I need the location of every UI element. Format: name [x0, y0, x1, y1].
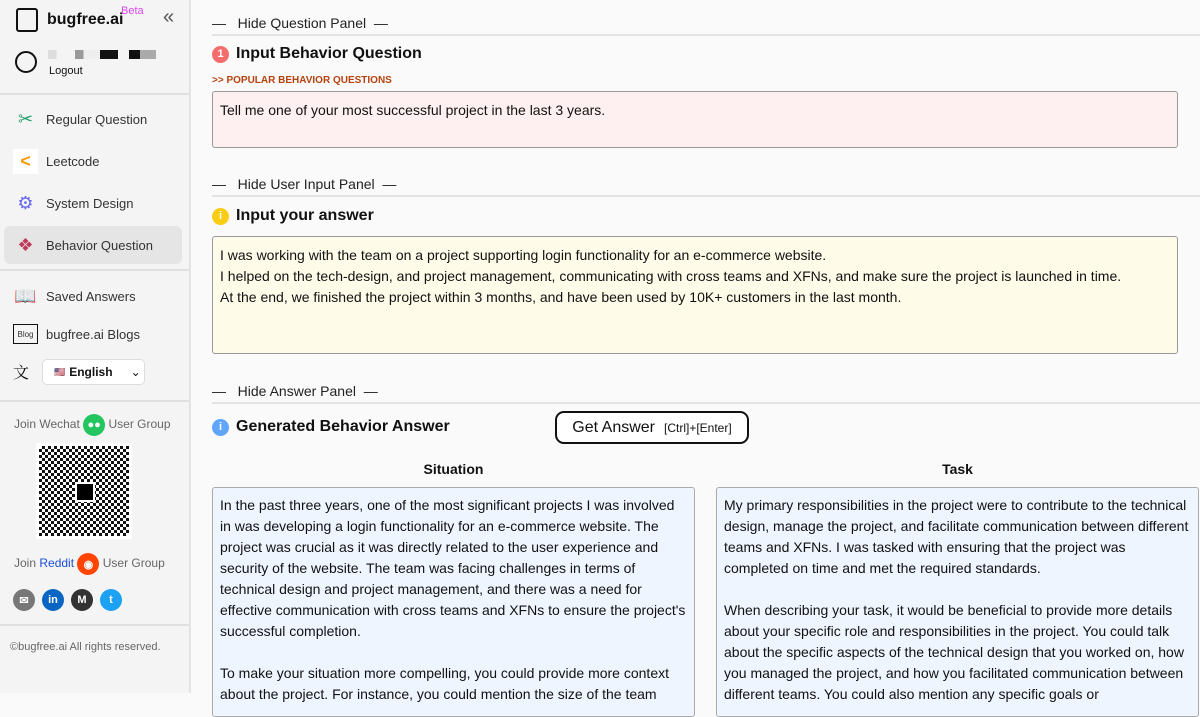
- nav-label: bugfree.ai Blogs: [46, 326, 140, 342]
- sidebar-item-behavior-question[interactable]: [4, 226, 182, 264]
- sidebar-item-regular-question[interactable]: [4, 100, 182, 138]
- nav-label: Saved Answers: [46, 288, 136, 304]
- reddit-link[interactable]: Reddit: [39, 556, 75, 571]
- system-design-icon: ⚙: [17, 192, 34, 213]
- info-icon: i: [212, 208, 229, 225]
- beta-badge: Beta: [121, 5, 144, 17]
- reddit-icon: ◉: [77, 553, 99, 575]
- heading-text: Input Behavior Question: [236, 45, 422, 62]
- situation-heading: Situation: [423, 461, 484, 477]
- question-heading: [212, 45, 422, 63]
- wechat-icon: ●●: [83, 414, 105, 436]
- leetcode-icon: <: [13, 149, 38, 174]
- toggle-label: Hide User Input Panel: [237, 176, 375, 192]
- hide-answer-panel-toggle[interactable]: — Hide Answer Panel —: [212, 383, 378, 399]
- divider: [0, 269, 189, 271]
- social-links: [13, 589, 122, 611]
- twitter-icon[interactable]: t: [100, 589, 122, 611]
- language-value: English: [69, 365, 113, 379]
- answer-heading: [212, 207, 374, 225]
- divider: [212, 402, 1200, 404]
- language-select[interactable]: [42, 359, 145, 385]
- toggle-label: Hide Answer Panel: [237, 383, 356, 399]
- user-avatar-icon: [15, 51, 37, 73]
- button-label: Get Answer: [572, 418, 655, 436]
- collapse-sidebar-icon[interactable]: «: [163, 6, 175, 28]
- situation-output[interactable]: In the past three years, one of the most significant projects I was involved in was developing a login functionality for an e-commerce website. The project was crucial as it was directly related to the user experience and security of the website. The team was facing challenges in terms of technical design and project management, and there was a need for effective communication with cross teams and XFNs to ensure the project's successful completion. To make your situation more compelling, you could provide more context about the project. For instance, you could mention the size of the team: [212, 487, 695, 717]
- logo-icon: [16, 8, 38, 32]
- wechat-qr-code: [36, 443, 132, 539]
- generated-heading: [212, 418, 450, 436]
- behavior-icon: ❖: [17, 234, 34, 255]
- wechat-pre: Join Wechat: [14, 417, 80, 432]
- nav-label: Behavior Question: [46, 237, 153, 253]
- divider: [0, 93, 189, 95]
- divider: [212, 195, 1200, 197]
- tools-icon: ✂: [17, 108, 34, 129]
- reddit-post: User Group: [102, 556, 165, 571]
- sidebar-item-blogs[interactable]: [4, 315, 182, 353]
- number-one-icon: 1: [212, 46, 229, 63]
- heading-text: Input your answer: [236, 207, 374, 224]
- nav-label: System Design: [46, 195, 134, 211]
- hide-user-input-panel-toggle[interactable]: — Hide User Input Panel —: [212, 176, 397, 192]
- medium-icon[interactable]: M: [71, 589, 93, 611]
- brand-name: bugfree.ai: [47, 11, 124, 28]
- wechat-group: [14, 414, 171, 436]
- main-content: [192, 0, 1200, 702]
- sidebar: [0, 0, 191, 693]
- blog-icon: Blog: [13, 324, 38, 344]
- hide-question-panel-toggle[interactable]: — Hide Question Panel —: [212, 15, 388, 31]
- shortcut-hint: [Ctrl]+[Enter]: [664, 420, 732, 435]
- task-output[interactable]: My primary responsibilities in the project were to contribute to the technical design, manage the project, and facilitate communication between different teams and XFNs. I was tasked with ensuring that the project was completed on time and met the required standards. When describing your task, it would be beneficial to provide more details about your specific role and responsibilities in the project. You could talk about the specific aspects of the technical design that you worked on, how you managed the project, and how you facilitated communication between different teams. You could also mention any specific goals or: [716, 487, 1199, 717]
- info-icon: i: [212, 419, 229, 436]
- linkedin-icon[interactable]: in: [42, 589, 64, 611]
- get-answer-button[interactable]: [555, 411, 749, 444]
- username-redacted: [48, 50, 156, 59]
- popular-questions-link[interactable]: >> POPULAR BEHAVIOR QUESTIONS: [212, 75, 392, 86]
- task-heading: Task: [942, 461, 973, 477]
- logout-link[interactable]: Logout: [49, 65, 83, 77]
- email-icon[interactable]: ✉: [13, 589, 35, 611]
- divider: [212, 34, 1200, 36]
- chevron-down-icon: ⌄: [130, 365, 141, 379]
- sidebar-item-system-design[interactable]: [4, 184, 182, 222]
- copyright: ©bugfree.ai All rights reserved.: [10, 641, 161, 653]
- question-input[interactable]: Tell me one of your most successful project in the last 3 years.: [212, 91, 1178, 148]
- sidebar-item-leetcode[interactable]: [4, 142, 182, 180]
- divider: [0, 624, 189, 626]
- translate-icon: 文: [13, 365, 30, 382]
- heading-text: Generated Behavior Answer: [236, 418, 450, 435]
- nav-label: Leetcode: [46, 153, 100, 169]
- answer-input[interactable]: I was working with the team on a project supporting login functionality for an e-commerce website. I helped on the tech-design, and project management, communicating with cross teams and XFNs, and make sure the project is launched in time. At the end, we finished the project within 3 months, and have been used by 10K+ customers in the last month.: [212, 236, 1178, 354]
- nav-label: Regular Question: [46, 111, 148, 127]
- us-flag-icon: 🇺🇸: [54, 366, 66, 377]
- reddit-group: [14, 553, 165, 575]
- sidebar-item-saved-answers[interactable]: [4, 277, 182, 315]
- wechat-post: User Group: [108, 417, 171, 432]
- divider: [0, 400, 189, 402]
- reddit-pre: Join: [14, 556, 37, 571]
- book-icon: 📖: [14, 285, 37, 306]
- toggle-label: Hide Question Panel: [237, 15, 367, 31]
